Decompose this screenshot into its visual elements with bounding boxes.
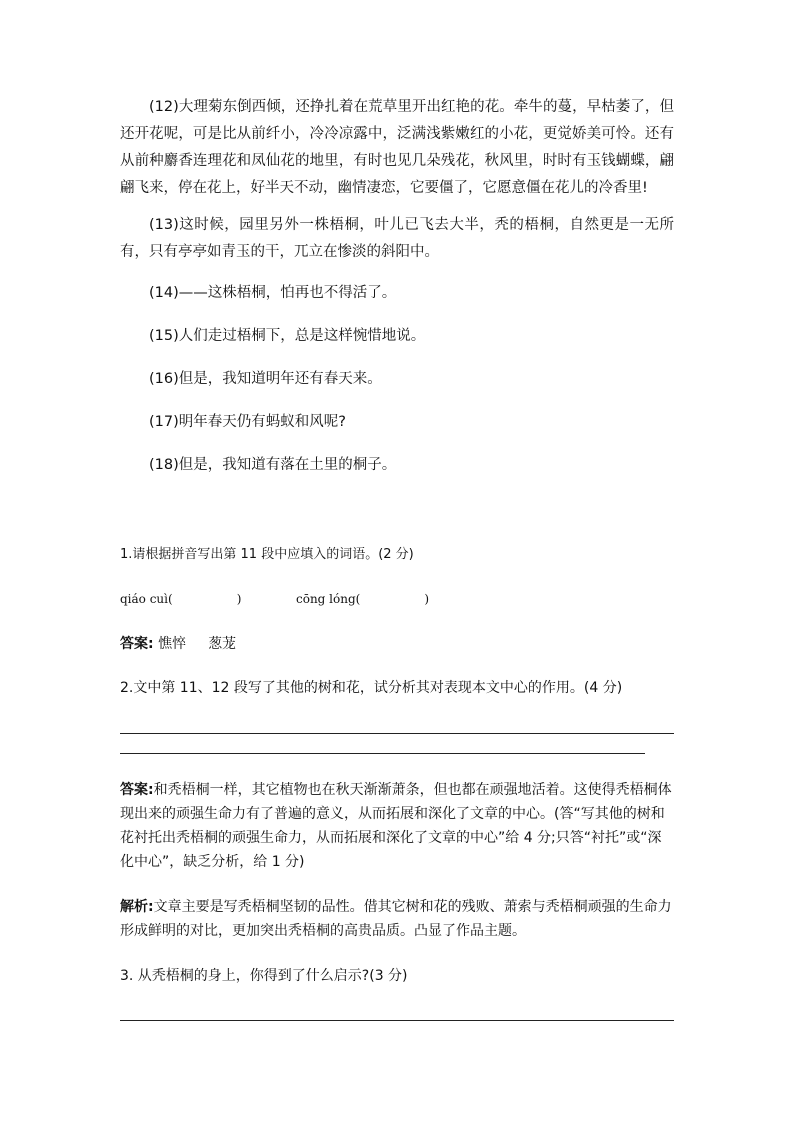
analysis-label: 解析: bbox=[120, 899, 154, 915]
answer-2-line-3: 花衬托出秃梧桐的顽强生命力，从而拓展和深化了文章的中心”给 4 分;只答“衬托”或“深 bbox=[120, 830, 662, 846]
answer-1 bbox=[120, 634, 236, 654]
answer-2-line-4: 化中心”，缺乏分析，给 1 分) bbox=[120, 854, 305, 870]
answer-rule-line bbox=[120, 753, 645, 754]
paragraph-14: (14)——这株梧桐，怕再也不得活了。 bbox=[149, 285, 397, 301]
pinyin-blank-2 bbox=[296, 590, 429, 608]
analysis-2-block bbox=[120, 895, 674, 943]
analysis-2-line-2: 形成鲜明的对比，更加突出秃梧桐的高贵品质。凸显了作品主题。 bbox=[120, 923, 526, 939]
question-1: 1.请根据拼音写出第 11 段中应填入的词语。(2 分) bbox=[120, 547, 414, 562]
answer-word-2: 葱茏 bbox=[208, 636, 237, 652]
paragraph-16: (16)但是，我知道明年还有春天来。 bbox=[149, 371, 382, 387]
pinyin-2-close: ) bbox=[424, 592, 430, 606]
answer-2-line-1: 答案:和秃梧桐一样，其它植物也在秋天渐渐萧条，但也都在顽强地活着。这使得秃梧桐体 bbox=[120, 782, 672, 798]
pinyin-1: qiáo cuì( bbox=[120, 592, 173, 606]
answer-2-line-2: 现出来的顽强生命力有了普遍的意义，从而拓展和深化了文章的中心。(答“写其他的树和 bbox=[120, 806, 665, 822]
paragraph-17: (17)明年春天仍有蚂蚁和风呢? bbox=[149, 414, 346, 430]
question-2: 2.文中第 11、12 段写了其他的树和花，试分析其对表现本文中心的作用。(4 分) bbox=[120, 680, 623, 696]
analysis-2-line-1: 解析:文章主要是写秃梧桐坚韧的品性。借其它树和花的残败、萧索与秃梧桐顽强的生命力 bbox=[120, 899, 672, 915]
paragraph-12: (12)大理菊东倒西倾，还挣扎着在荒草里开出红艳的花。牵牛的蔓，早枯萎了，但还开花呢，可是比从前纤小，冷冷凉露中，泛满浅紫嫩红的小花，更觉娇美可怜。还有从前种麝香连理花和凤仙花的地里，有时也见几朵残花，秋风里，时时有玉钱蝴蝶，翩翩飞来，停在花上，好半天不动，幽情凄恋，它要僵了，它愿意僵在花儿的冷香里! bbox=[120, 99, 674, 196]
answer-label: 答案: bbox=[120, 636, 154, 652]
pinyin-blank-1 bbox=[120, 590, 241, 608]
answer-rule-line bbox=[120, 1020, 674, 1021]
paragraph-13: (13)这时候，园里另外一株梧桐，叶儿已飞去大半，秃的梧桐，自然更是一无所有，只有亭亭如青玉的干，兀立在惨淡的斜阳中。 bbox=[120, 217, 674, 260]
answer-word-1: 憔悴 bbox=[158, 636, 187, 652]
answer-label: 答案: bbox=[120, 782, 154, 798]
pinyin-1-close: ) bbox=[236, 592, 242, 606]
paragraph-18: (18)但是，我知道有落在土里的桐子。 bbox=[149, 457, 397, 473]
answer-2-block bbox=[120, 778, 674, 874]
paragraph-15: (15)人们走过梧桐下，总是这样惋惜地说。 bbox=[149, 328, 426, 344]
answer-rule-line bbox=[120, 733, 674, 734]
question-3: 3. 从秃梧桐的身上，你得到了什么启示?(3 分) bbox=[120, 968, 408, 984]
pinyin-2: cōng lóng( bbox=[296, 592, 361, 606]
